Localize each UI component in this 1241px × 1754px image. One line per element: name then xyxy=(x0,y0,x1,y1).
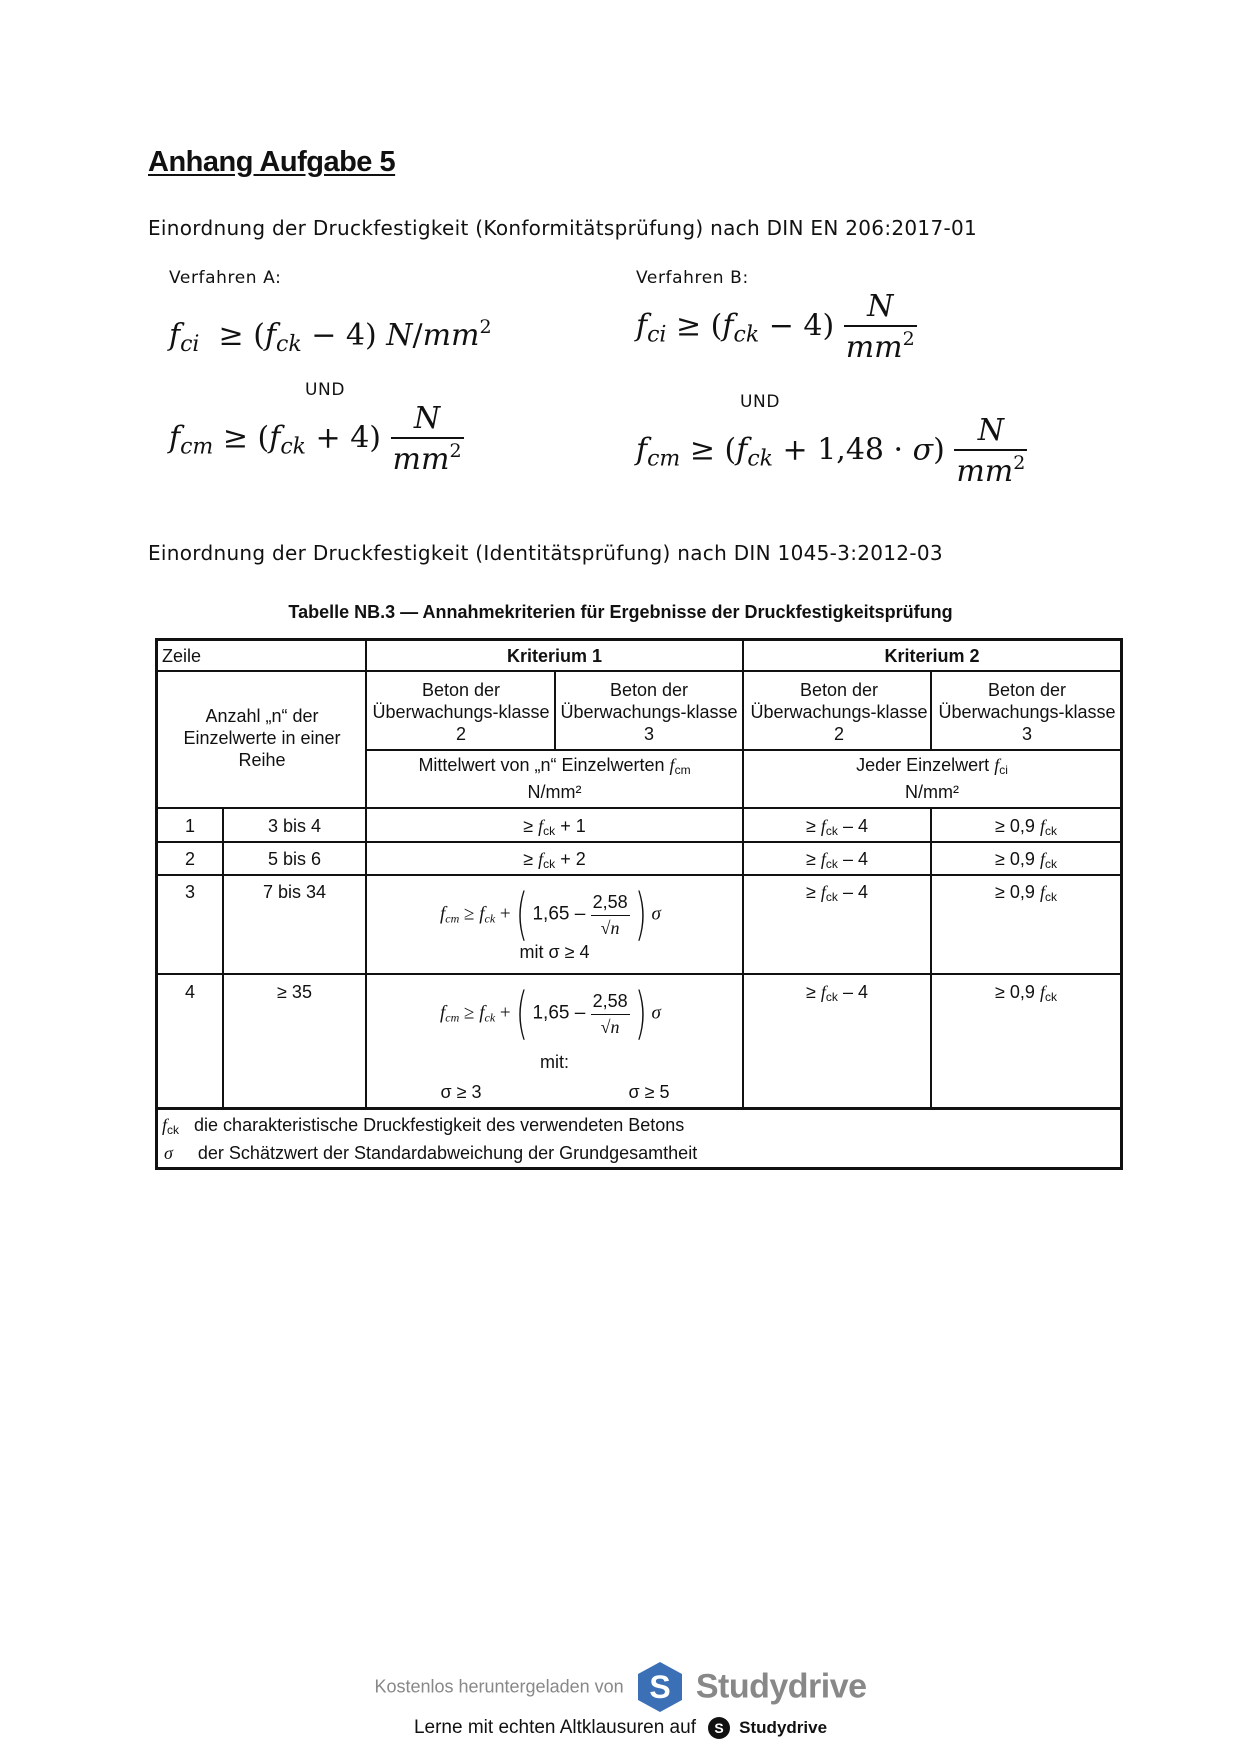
row-4-sigma-class3: σ ≥ 5 xyxy=(628,1082,670,1102)
legend-fck: fck die charakteristische Druckfestigkeit des verwendeten Betons xyxy=(162,1115,685,1137)
row-2-number: 2 xyxy=(184,849,195,869)
svg-text:S: S xyxy=(714,1720,724,1736)
row-3-number: 3 xyxy=(184,882,195,902)
header-k1-class2: Beton der Überwachungs-klasse 2 xyxy=(372,680,550,744)
row-4-range: ≥ 35 xyxy=(277,982,312,1002)
procedure-a-and: UND xyxy=(305,380,346,400)
row-1-k1: ≥ fck + 1 xyxy=(523,816,586,838)
row-1-range: 3 bis 4 xyxy=(267,816,322,836)
row-4-note: mit: xyxy=(540,1052,569,1072)
footer-brand[interactable]: Studydrive xyxy=(695,1667,867,1706)
page-title: Anhang Aufgabe 5 xyxy=(148,146,396,178)
row-1-k2-class2: ≥ fck – 4 xyxy=(806,816,868,838)
footer-slogan: Lerne mit echten Altklausuren auf xyxy=(413,1717,696,1738)
table-title: Tabelle NB.3 — Annahmekriterien für Ergebnisse der Druckfestigkeitsprüfung xyxy=(288,602,953,622)
row-2-range: 5 bis 6 xyxy=(267,849,322,869)
row-4-formula: fcm ≥ fck +( 1,65 – $\frac{2,58}{√n}$ ) σ xyxy=(440,981,661,1046)
formula-b2: $f_{cm} \ge (f_{ck} + 1,48 \cdot \sigma)$ $\frac{N}{mm^2}$ xyxy=(636,413,1026,489)
footer-downloaded-text: Kostenlos heruntergeladen von xyxy=(374,1676,624,1697)
row-1-number: 1 xyxy=(184,816,195,836)
row-3-range: 7 bis 34 xyxy=(262,882,327,902)
studydrive-small-logo-icon xyxy=(707,1716,731,1740)
formula-a1: $f_{ci} \ge (f_{ck} - 4)$ $N/mm^2$ xyxy=(169,316,492,357)
footer-slogan-line xyxy=(0,1716,1241,1740)
row-2-k2-class3: ≥ 0,9 fck xyxy=(995,849,1057,871)
header-k2-class2: Beton der Überwachungs-klasse 2 xyxy=(750,680,928,744)
procedure-b-label: Verfahren B: xyxy=(636,268,749,288)
procedure-b-and: UND xyxy=(740,392,781,412)
row-3-note: mit σ ≥ 4 xyxy=(519,942,590,962)
header-kriterium-2: Kriterium 2 xyxy=(884,646,980,666)
row-2-k1: ≥ fck + 2 xyxy=(523,849,586,871)
formula-a2: $f_{cm} \ge (f_{ck} + 4)$ $\frac{N}{mm^2}$ xyxy=(169,401,462,477)
subtitle-conformity: Einordnung der Druckfestigkeit (Konformitätsprüfung) nach DIN EN 206:2017-01 xyxy=(148,216,978,240)
header-einzelwert: Jeder Einzelwert fci N/mm² xyxy=(856,755,1008,802)
row-2-k2-class2: ≥ fck – 4 xyxy=(806,849,868,871)
row-3-k2-class3: ≥ 0,9 fck xyxy=(995,882,1057,904)
row-4-sigma-class2: σ ≥ 3 xyxy=(440,1082,482,1102)
row-1-k2-class3: ≥ 0,9 fck xyxy=(995,816,1057,838)
header-k1-class3: Beton der Überwachungs-klasse 3 xyxy=(560,680,738,744)
acceptance-criteria-table xyxy=(155,638,1123,1170)
header-mittelwert: Mittelwert von „n“ Einzelwerten fcm N/mm² xyxy=(418,755,691,802)
row-4-number: 4 xyxy=(184,982,195,1002)
procedure-a-label: Verfahren A: xyxy=(169,268,282,288)
row-4-k2-class3: ≥ 0,9 fck xyxy=(995,982,1057,1004)
row-3-formula: fcm ≥ fck +( 1,65 – $\frac{2,58}{√n}$ ) σ xyxy=(440,882,661,947)
row-4-k2-class2: ≥ fck – 4 xyxy=(806,982,868,1004)
subtitle-identity: Einordnung der Druckfestigkeit (Identitätsprüfung) nach DIN 1045-3:2012-03 xyxy=(148,541,943,565)
header-anzahl: Anzahl „n“ der Einzelwerte in einer Reihe xyxy=(183,706,341,770)
studydrive-logo-icon xyxy=(633,1660,687,1714)
header-zeile: Zeile xyxy=(162,646,202,666)
legend-sigma: σ der Schätzwert der Standardabweichung der Grundgesamtheit xyxy=(164,1143,698,1163)
row-3-k2-class2: ≥ fck – 4 xyxy=(806,882,868,904)
footer-download-line xyxy=(0,1660,1241,1714)
header-k2-class3: Beton der Überwachungs-klasse 3 xyxy=(938,680,1116,744)
svg-text:S: S xyxy=(649,1669,671,1705)
header-kriterium-1: Kriterium 1 xyxy=(506,646,603,666)
footer-brand-small[interactable]: Studydrive xyxy=(739,1718,828,1737)
formula-b1: $f_{ci} \ge (f_{ck} - 4)$ $\frac{N}{mm^2}$ xyxy=(636,289,915,365)
